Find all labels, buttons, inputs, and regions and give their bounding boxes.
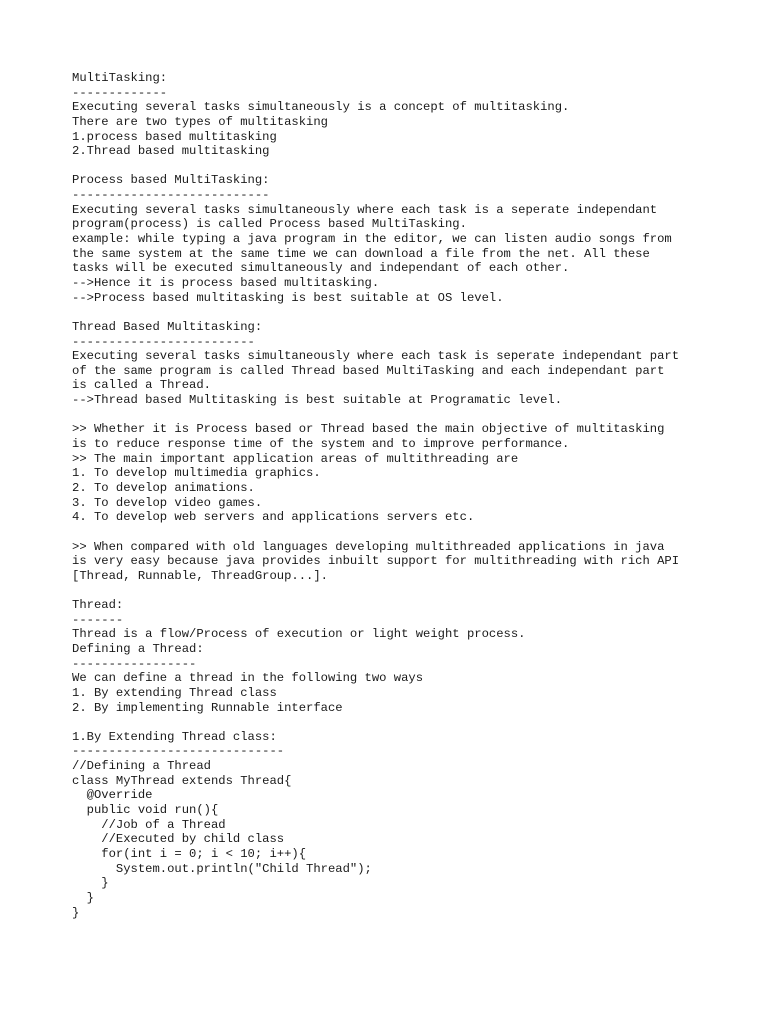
text-line: [Thread, Runnable, ThreadGroup...]. [72,568,328,583]
text-line: example: while typing a java program in the editor, we can listen audio songs from [72,232,672,247]
text-line: 4. To develop web servers and applications servers etc. [72,510,475,525]
text-line: 2. By implementing Runnable interface [72,700,343,715]
document-page [72,71,752,920]
text-line: ------- [72,612,124,627]
text-line: --------------------------- [72,188,270,203]
text-line: Executing several tasks simultaneously where each task is a seperate independant [72,202,658,217]
text-line: is called a Thread. [72,378,211,393]
text-line: tasks will be executed simultaneously and independant of each other. [72,261,570,276]
text-line: -->Thread based Multitasking is best suitable at Programatic level. [72,393,563,408]
text-line: -->Process based multitasking is best suitable at OS level. [72,290,504,305]
text-line: System.out.println("Child Thread"); [72,861,372,876]
text-line: >> The main important application areas of multithreading are [72,451,519,466]
text-line [72,408,752,423]
text-line: } [72,905,80,920]
text-line [72,525,752,540]
text-line: 1. To develop multimedia graphics. [72,466,321,481]
text-line: There are two types of multitasking [72,114,328,129]
text-line: ------------- [72,85,168,100]
text-line: ----------------------------- [72,744,285,759]
text-line [72,583,752,598]
text-line: public void run(){ [72,803,219,818]
text-line: 1. By extending Thread class [72,685,277,700]
text-line: } [72,876,109,891]
text-line: Executing several tasks simultaneously is a concept of multitasking. [72,100,570,115]
text-line: class MyThread extends Thread{ [72,773,292,788]
text-line [72,159,752,174]
text-line [72,305,752,320]
text-line: >> When compared with old languages developing multithreaded applications in java [72,539,665,554]
text-line: We can define a thread in the following two ways [72,671,424,686]
text-line: 1.process based multitasking [72,129,277,144]
text-line: Thread: [72,598,124,613]
text-line: //Executed by child class [72,832,285,847]
text-line: MultiTasking: [72,71,168,85]
text-line: Executing several tasks simultaneously where each task is seperate independant part [72,349,680,364]
text-line: the same system at the same time we can download a file from the net. All these [72,246,650,261]
text-line: program(process) is called Process based MultiTasking. [72,217,467,232]
text-line: ----------------- [72,656,197,671]
text-line: Thread Based Multitasking: [72,319,263,334]
text-line: is very easy because java provides inbuilt support for multithreading with rich API [72,554,680,569]
text-line: >> Whether it is Process based or Thread based the main objective of multitasking [72,422,665,437]
text-line: 2.Thread based multitasking [72,144,270,159]
text-line: @Override [72,788,153,803]
text-line: } [72,890,94,905]
text-line: ------------------------- [72,334,255,349]
text-line: 2. To develop animations. [72,480,255,495]
text-line: //Defining a Thread [72,759,211,774]
text-line: -->Hence it is process based multitasking. [72,275,380,290]
text-line: of the same program is called Thread based MultiTasking and each independant part [72,363,665,378]
text-line: 1.By Extending Thread class: [72,729,277,744]
text-line: 3. To develop video games. [72,495,263,510]
text-line [72,715,752,730]
text-line: is to reduce response time of the system and to improve performance. [72,437,570,452]
text-line: //Job of a Thread [72,817,226,832]
text-line: Process based MultiTasking: [72,173,270,188]
text-line: Thread is a flow/Process of execution or light weight process. [72,627,526,642]
text-line: for(int i = 0; i < 10; i++){ [72,846,307,861]
text-line: Defining a Thread: [72,641,204,656]
